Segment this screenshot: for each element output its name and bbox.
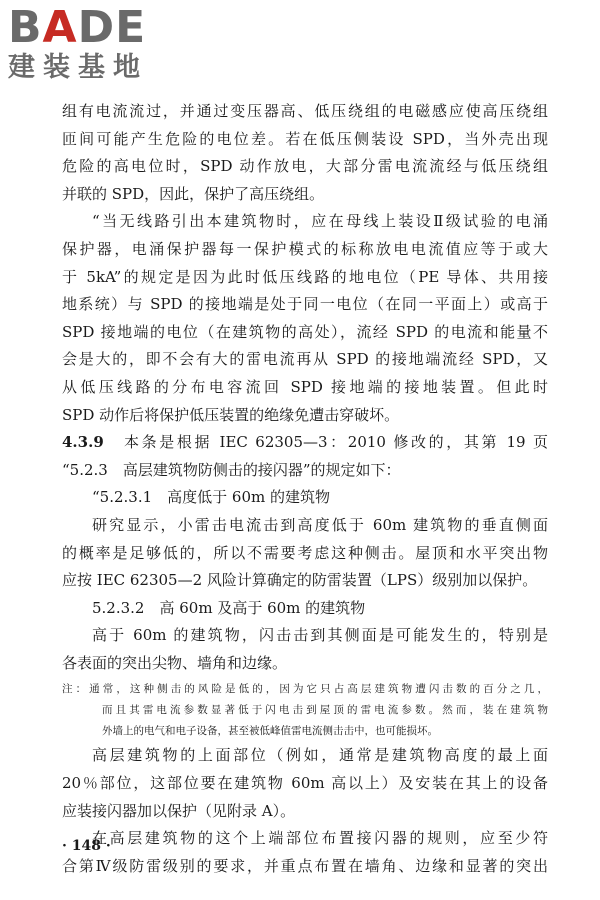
body-line: “当无线路引出本建筑物时，应在母线上装设Ⅱ级试验的电涌 (92, 212, 548, 231)
body-line: 各表面的突出尖物、墙角和边缘。 (62, 653, 288, 672)
body-line: 高于 60m 的建筑物，闪击击到其侧面是可能发生的，特别是 (92, 626, 548, 645)
body-line: 会是大的，即不会有大的雷电流再从 SPD 的接地端流经 SPD，又 (62, 350, 548, 369)
clause-text: 本条是根据 IEC 62305—3：2010 修改的，其第 19 页 (124, 433, 548, 452)
body-line: 应按 IEC 62305—2 风险计算确定的防雷装置（LPS）级别加以保护。 (62, 571, 538, 590)
body-line: 从低压线路的分布电容流回 SPD 接地端的接地装置。但此时 (62, 377, 548, 396)
body-line: 合第Ⅳ级防雷级别的要求，并重点布置在墙角、边缘和显著的突出 (62, 856, 548, 875)
body-line: 应装接闪器加以保护（见附录 A）。 (62, 801, 296, 820)
body-line: 20％部位，这部位要在建筑物 60m 高以上）及安装在其上的设备 (62, 774, 548, 793)
note-line: 而且其雷电流参数显著低于闪电击到屋顶的雷电流参数。然而，装在建筑物 (102, 704, 548, 717)
body-line: 地系统）与 SPD 的接地端是处于同一电位（在同一平面上）或高于 (62, 295, 548, 314)
body-line: 在高层建筑物的这个上端部位布置接闪器的规则，应至少符 (92, 829, 548, 848)
logo-wordmark (8, 2, 188, 53)
body-line: 组有电流流过，并通过变压器高、低压绕组的电磁感应使高压绕组 (62, 102, 548, 120)
subclause-title: 5.2.3.2 高 60m 及高于 60m 的建筑物 (92, 598, 366, 617)
body-line: 匝间可能产生危险的电位差。若在低压侧装设 SPD，当外壳出现 (62, 129, 548, 148)
brand-logo (8, 2, 188, 86)
body-line: SPD 动作后将保护低压装置的绝缘免遭击穿破坏。 (62, 405, 400, 424)
body-line: 并联的 SPD，因此，保护了高压绕组。 (62, 184, 325, 203)
note-line: 注：通常，这种侧击的风险是低的，因为它只占高层建筑物遭闪击数的百分之几， (62, 683, 548, 696)
note-block (62, 679, 548, 742)
body-line: 研究显示，小雷击电流击到高度低于 60m 建筑物的垂直侧面 (92, 515, 548, 534)
note-line: 外墙上的电气和电子设备，甚至被低峰值雷电流侧击击中，也可能损坏。 (102, 725, 438, 738)
clause-heading-line (62, 429, 548, 457)
page-body (62, 98, 548, 880)
logo-letter-d: D (77, 2, 116, 53)
logo-letter-b: B (8, 2, 43, 53)
logo-letter-e: E (115, 2, 147, 53)
body-line: 的概率是足够低的，所以不需要考虑这种侧击。屋顶和水平突出物 (62, 543, 548, 562)
logo-subtitle: 建装基地 (8, 52, 148, 83)
body-line: 保护器，电涌保护器每一保护模式的标称放电电流值应等于或大 (62, 239, 548, 258)
body-line: 危险的高电位时，SPD 动作放电，大部分雷电流流经与低压绕组 (62, 157, 548, 176)
body-line: 高层建筑物的上面部位（例如，通常是建筑物高度的最上面 (92, 746, 548, 765)
logo-letter-a: A (42, 2, 78, 53)
subclause-title: “5.2.3.1 高度低于 60m 的建筑物 (92, 488, 330, 507)
body-line: “5.2.3 高层建筑物防侧击的接闪器”的规定如下： (62, 460, 401, 479)
page-number: · 148 · (62, 838, 111, 854)
body-line: 于 5kA”的规定是因为此时低压线路的地电位（PE 导体、共用接 (62, 267, 548, 286)
clause-number: 4.3.9 (62, 433, 104, 452)
body-line: SPD 接地端的电位（在建筑物的高处），流经 SPD 的电流和能量不 (62, 322, 548, 341)
